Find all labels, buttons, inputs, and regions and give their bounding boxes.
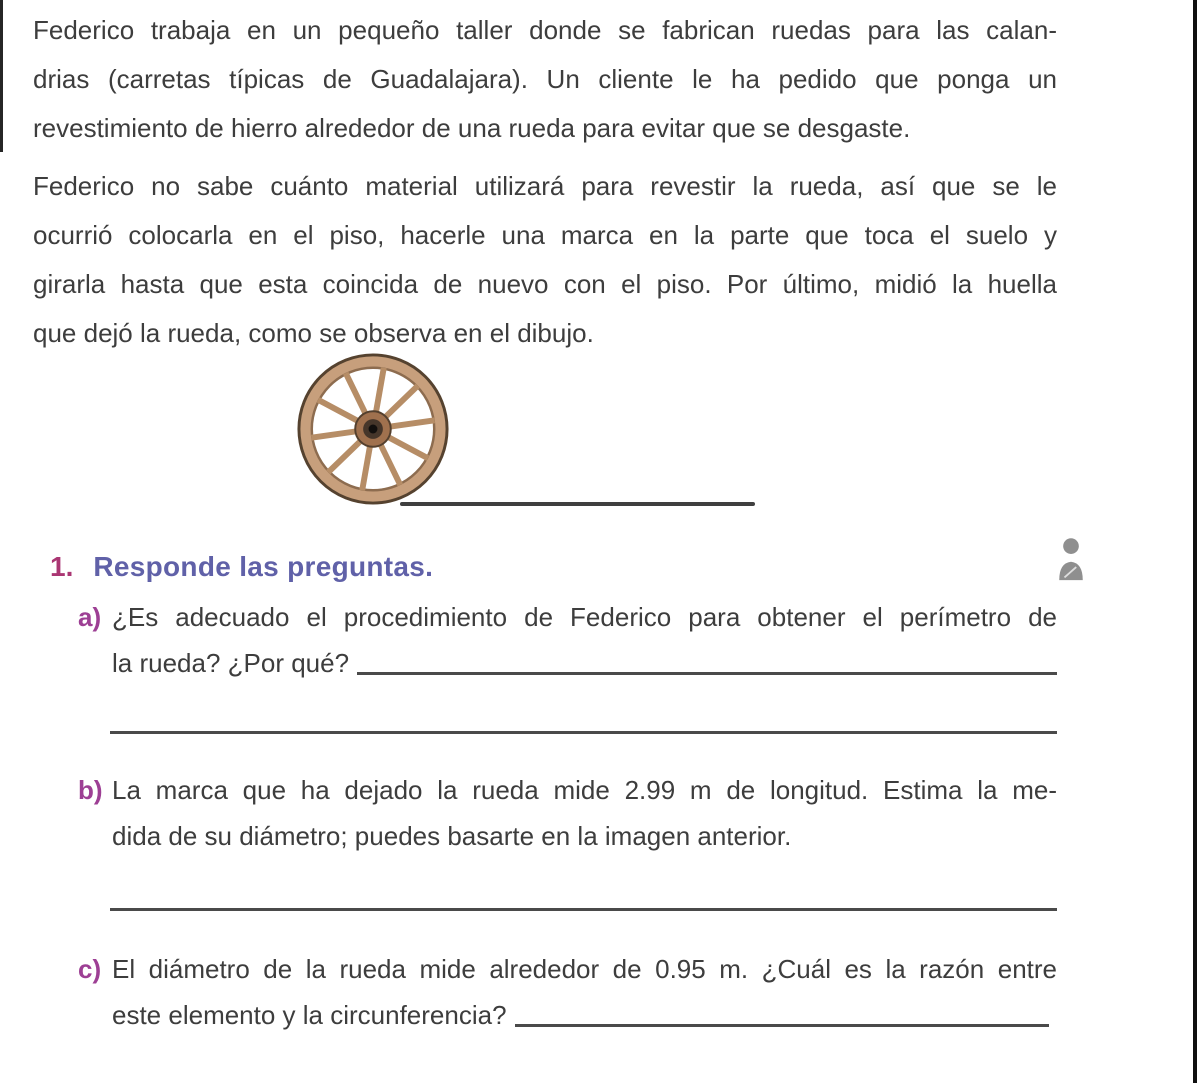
- individual-student-icon: [1055, 537, 1087, 584]
- intro-paragraph-1: [33, 6, 1057, 153]
- wheel-trace-line: [400, 502, 755, 506]
- answer-blank-a1: [357, 640, 1057, 675]
- question-b-line2: dida de su diámetro; puedes basarte en la imagen anterior.: [112, 821, 792, 851]
- question-b-line1: La marca que ha dejado la rueda mide 2.99 m de longitud. Estima la me-: [112, 775, 1057, 805]
- intro-paragraph-2: [33, 162, 1057, 358]
- exercise-heading: [50, 550, 433, 584]
- page-scan-border: [1193, 0, 1197, 1083]
- paragraph-line: Federico trabaja en un pequeño taller donde se fabrican ruedas para las calan-: [33, 15, 1057, 45]
- exercise-number: 1.: [50, 551, 74, 582]
- question-c-line1: El diámetro de la rueda mide alrededor de 0.95 m. ¿Cuál es la razón entre: [112, 954, 1057, 984]
- paragraph-line: Federico no sabe cuánto material utilizará para revestir la rueda, así que se le: [33, 171, 1057, 201]
- paragraph-line: drias (carretas típicas de Guadalajara). Un cliente le ha pedido que ponga un: [33, 64, 1057, 94]
- scan-edge-artifact: [0, 0, 3, 152]
- question-b-label: b): [78, 775, 103, 805]
- answer-blank-a2: [110, 731, 1057, 734]
- question-a: [78, 594, 1057, 686]
- question-c-line2: este elemento y la circunferencia?: [112, 1000, 507, 1030]
- answer-blank-c: [515, 992, 1049, 1027]
- answer-blank-b: [110, 908, 1057, 911]
- paragraph-line: que dejó la rueda, como se observa en el dibujo.: [33, 318, 594, 348]
- question-b: [78, 767, 1057, 859]
- wagon-wheel-icon: [294, 350, 452, 508]
- paragraph-line: ocurrió colocarla en el piso, hacerle una marca en la parte que toca el suelo y: [33, 220, 1057, 250]
- question-a-label: a): [78, 602, 102, 632]
- exercise-title: Responde las preguntas.: [93, 551, 434, 582]
- question-a-line1: ¿Es adecuado el procedimiento de Federico para obtener el perímetro de: [112, 602, 1057, 632]
- paragraph-line: girarla hasta que esta coincida de nuevo con el piso. Por último, midió la huella: [33, 269, 1057, 299]
- question-c: [78, 946, 1057, 1038]
- question-c-label: c): [78, 954, 102, 984]
- question-a-line2: la rueda? ¿Por qué?: [112, 648, 350, 678]
- paragraph-line: revestimiento de hierro alrededor de una rueda para evitar que se desgaste.: [33, 113, 911, 143]
